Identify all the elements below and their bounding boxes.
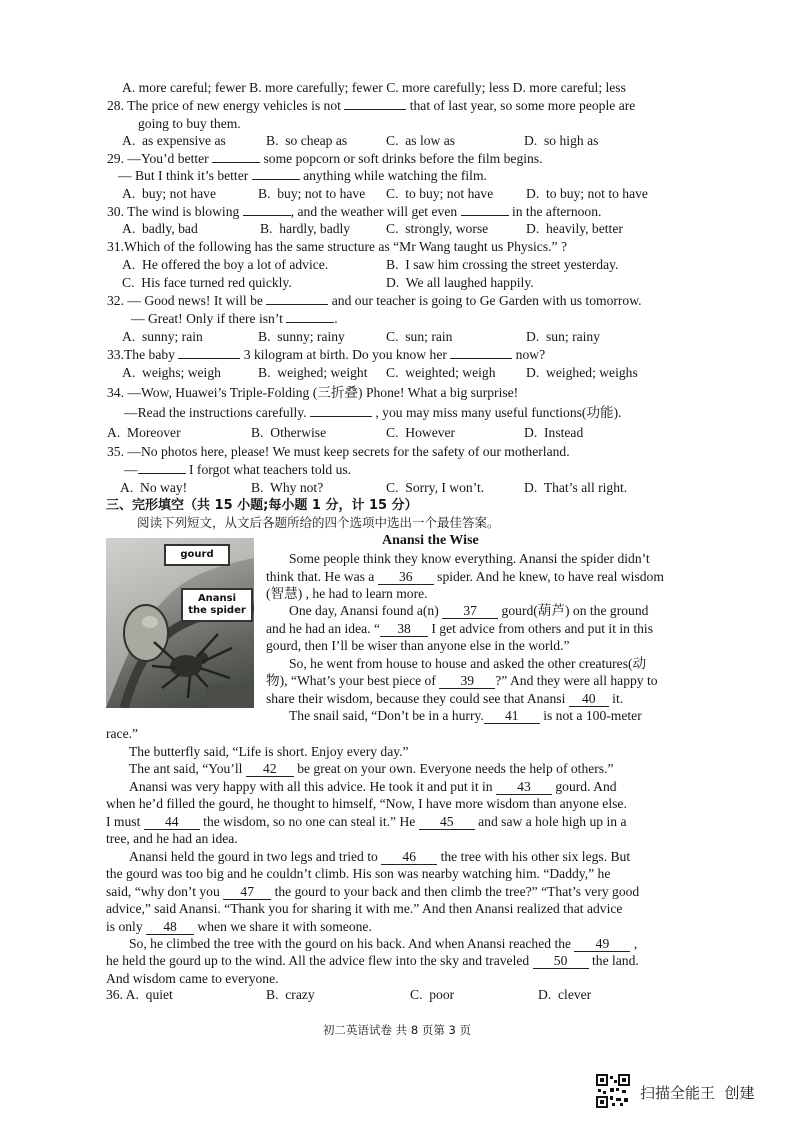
story-line: 物), “What’s your best piece of 39 ?” And they were all happy to	[266, 673, 658, 688]
q35-option-d: D. That’s all right.	[524, 480, 628, 495]
story-line: And wisdom came to everyone.	[106, 971, 279, 986]
q32-option-a: A. sunny; rain	[122, 329, 203, 344]
story-line: Anansi was very happy with all this advice. He took it and put it in 43 gourd. And	[129, 779, 617, 794]
blank-46[interactable]: 46	[381, 849, 437, 865]
story-title: Anansi the Wise	[382, 533, 479, 548]
answer-blank[interactable]	[138, 473, 186, 474]
story-line: is only 48 when we share it with someone.	[106, 919, 372, 934]
section-instruction: 阅读下列短文，从文后各题所给的四个选项中选出一个最佳答案。	[137, 515, 500, 530]
answer-blank[interactable]	[252, 179, 300, 180]
story-line: I must 44 the wisdom, so no one can steal it.” He 45 and saw a hole high up in a	[106, 814, 627, 829]
q32-option-c: C. sun; rain	[386, 329, 453, 344]
story-line: said, “why don’t you 47 the gourd to your back and then climb the tree?” “That’s very good	[106, 884, 640, 899]
q36-option-c: C. poor	[410, 987, 455, 1002]
q32-stem: 32. — Good news! It will be and our teacher is going to Ge Garden with us tomorrow.	[107, 293, 642, 308]
q31-option-a: A. He offered the boy a lot of advice.	[122, 257, 329, 272]
story-line: The butterfly said, “Life is short. Enjoy every day.”	[129, 744, 409, 759]
q35-option-c: C. Sorry, I won’t.	[386, 480, 485, 495]
q33-option-d: D. weighed; weighs	[526, 365, 638, 380]
answer-blank[interactable]	[310, 416, 372, 417]
blank-47[interactable]: 47	[223, 884, 271, 900]
q35-option-a: A. No way!	[120, 480, 188, 495]
story-line: and he had an idea. “ 38 I get advice from others and put it in this	[266, 621, 653, 636]
q32-option-d: D. sun; rainy	[526, 329, 601, 344]
q33-option-c: C. weighted; weigh	[386, 365, 496, 380]
blank-42[interactable]: 42	[246, 761, 294, 777]
q35-option-b: B. Why not?	[251, 480, 324, 495]
q33-option-b: B. weighed; weight	[258, 365, 368, 380]
answer-blank[interactable]	[266, 304, 328, 305]
story-line: the gourd was too big and he couldn’t climb. His son was nearby watching him. “Daddy,” he	[106, 866, 611, 881]
story-line: gourd, then I’ll be wiser than anyone else in the world.”	[266, 638, 570, 653]
story-line: he held the gourd up to the wind. All the advice flew into the sky and traveled 50 the land.	[106, 953, 639, 968]
story-line: advice,” said Anansi. “Thank you for sharing it with me.” And then Anansi realized that advice	[106, 901, 623, 916]
q34-option-b: B. Otherwise	[251, 425, 327, 440]
blank-39[interactable]: 39	[439, 673, 495, 689]
blank-48[interactable]: 48	[146, 919, 194, 935]
blank-44[interactable]: 44	[144, 814, 200, 830]
q28-stem-cont: going to buy them.	[138, 116, 241, 131]
blank-40[interactable]: 40	[569, 691, 609, 707]
q34-option-a: A. Moreover	[107, 425, 181, 440]
q34-option-d: D. Instead	[524, 425, 584, 440]
spider-label: Anansi the spider	[181, 588, 253, 622]
q29-option-a: A. buy; not have	[122, 186, 217, 201]
q35-stem-cont: — I forgot what teachers told us.	[124, 462, 352, 477]
blank-41[interactable]: 41	[484, 708, 540, 724]
story-line: tree, and he had an idea.	[106, 831, 238, 846]
q29-option-d: D. to buy; not to have	[526, 186, 648, 201]
story-line: when he’d filled the gourd, he thought to himself, “Now, I have more wisdom than anyone else.	[106, 796, 627, 811]
story-illustration	[106, 538, 254, 708]
answer-blank[interactable]	[243, 215, 291, 216]
story-line: share their wisdom, because they could see that Anansi 40 it.	[266, 691, 624, 706]
q31-option-d: D. We all laughed happily.	[386, 275, 534, 290]
story-line: So, he went from house to house and asked the other creatures(动	[289, 656, 647, 671]
story-line: race.”	[106, 726, 139, 741]
q30-option-d: D. heavily, better	[526, 221, 623, 236]
q31-option-c: C. His face turned red quickly.	[122, 275, 292, 290]
q34-option-c: C. However	[386, 425, 456, 440]
story-line: One day, Anansi found a(n) 37 gourd(葫芦) on the ground	[289, 603, 649, 618]
blank-49[interactable]: 49	[574, 936, 630, 952]
q32-stem-cont: — Great! Only if there isn’t .	[131, 311, 338, 326]
answer-blank[interactable]	[286, 322, 334, 323]
q28-option-a: A. as expensive as	[122, 133, 226, 148]
q31-option-b: B. I saw him crossing the street yesterday.	[386, 257, 619, 272]
q35-stem: 35. —No photos here, please! We must keep secrets for the safety of our motherland.	[107, 444, 570, 459]
blank-50[interactable]: 50	[533, 953, 589, 969]
q33-option-a: A. weighs; weigh	[122, 365, 221, 380]
q33-stem: 33.The baby 3 kilogram at birth. Do you know her now?	[107, 347, 546, 362]
q29-option-c: C. to buy; not have	[386, 186, 494, 201]
q29-stem: 29. —You’d better some popcorn or soft drinks before the film begins.	[107, 151, 543, 166]
q30-option-a: A. badly, bad	[122, 221, 198, 236]
q36-option-a: 36. A. quiet	[106, 987, 173, 1002]
story-line: Anansi held the gourd in two legs and tried to 46 the tree with his other six legs. But	[129, 849, 631, 864]
blank-43[interactable]: 43	[496, 779, 552, 795]
blank-36[interactable]: 36	[378, 569, 434, 585]
q28-option-b: B. so cheap as	[266, 133, 348, 148]
q34-stem-cont: —Read the instructions carefully. , you may miss many useful functions(功能).	[124, 405, 622, 420]
story-line: (智慧) , he had to learn more.	[266, 586, 428, 601]
blank-45[interactable]: 45	[419, 814, 475, 830]
section-heading: 三、完形填空（共 15 小题;每小题 1 分，计 15 分）	[106, 498, 418, 513]
q29-option-b: B. buy; not to have	[258, 186, 366, 201]
q28-option-c: C. as low as	[386, 133, 456, 148]
answer-blank[interactable]	[344, 109, 406, 110]
q36-option-d: D. clever	[538, 987, 592, 1002]
story-line: The ant said, “You’ll 42 be great on your own. Everyone needs the help of others.”	[129, 761, 614, 776]
answer-blank[interactable]	[450, 358, 512, 359]
story-line: think that. He was a 36 spider. And he knew, to have real wisdom	[266, 569, 664, 584]
q28-stem: 28. The price of new energy vehicles is not that of last year, so some more people are	[107, 98, 636, 113]
story-line: Some people think they know everything. Anansi the spider didn’t	[289, 551, 650, 566]
q27-options: A. more careful; fewer B. more carefully; fewer C. more carefully; less D. more careful; less	[122, 80, 626, 95]
answer-blank[interactable]	[178, 358, 240, 359]
q36-option-b: B. crazy	[266, 987, 315, 1002]
q28-option-d: D. so high as	[524, 133, 599, 148]
q31-stem: 31.Which of the following has the same structure as “Mr Wang taught us Physics.” ?	[107, 239, 567, 254]
answer-blank[interactable]	[212, 162, 260, 163]
gourd-label: gourd	[164, 544, 230, 566]
page-footer: 初二英语试卷 共 8 页第 3 页	[323, 1023, 471, 1037]
q30-stem: 30. The wind is blowing , and the weather will get even in the afternoon.	[107, 204, 602, 219]
scanner-watermark: 扫描全能王 创建	[640, 1084, 755, 1102]
q30-option-b: B. hardly, badly	[260, 221, 351, 236]
blank-37[interactable]: 37	[442, 603, 498, 619]
answer-blank[interactable]	[461, 215, 509, 216]
q34-stem: 34. —Wow, Huawei’s Triple-Folding (三折叠) Phone! What a big surprise!	[107, 385, 519, 400]
q29-stem-cont: — But I think it’s better anything while watching the film.	[118, 168, 487, 183]
story-line: So, he climbed the tree with the gourd on his back. And when Anansi reached the 49 ,	[129, 936, 638, 951]
q30-option-c: C. strongly, worse	[386, 221, 489, 236]
story-line: The snail said, “Don’t be in a hurry. 41 is not a 100-meter	[289, 708, 642, 723]
blank-38[interactable]: 38	[380, 621, 428, 637]
qr-code-icon	[596, 1074, 630, 1108]
q32-option-b: B. sunny; rainy	[258, 329, 345, 344]
